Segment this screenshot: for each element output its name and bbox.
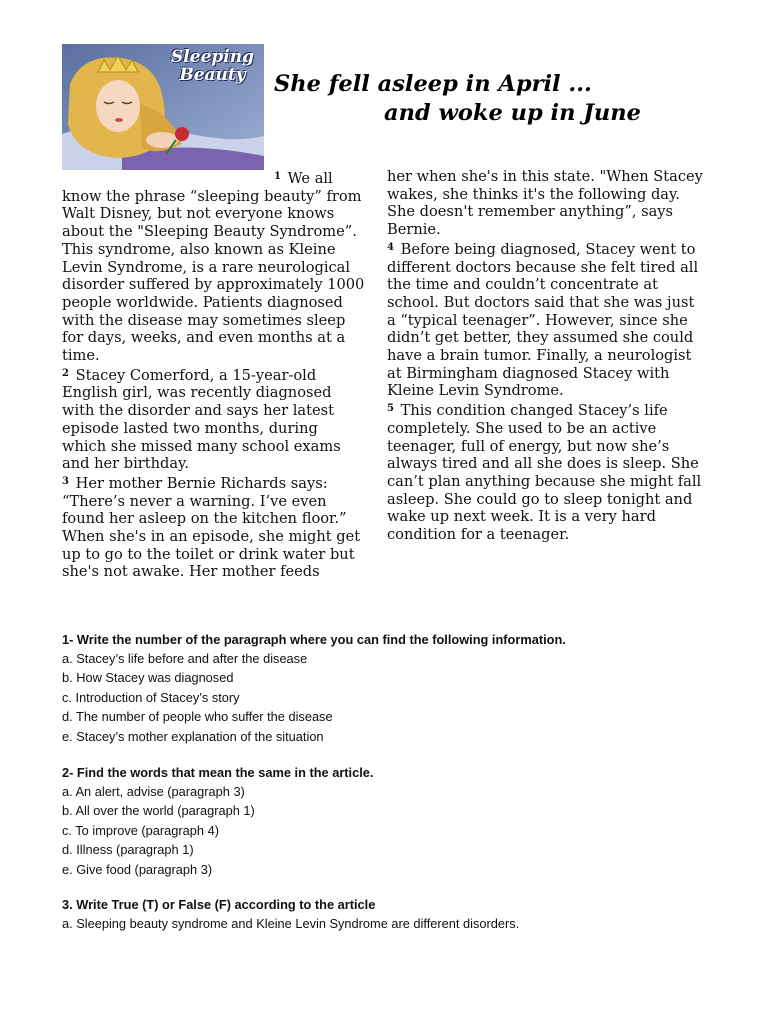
paragraph-text: her when she's in this state. "When Stacey wakes, she thinks it's the following day. She doesn't remember anything”, says Bernie.	[387, 168, 703, 239]
question-item: c. Introduction of Stacey’s story	[62, 689, 240, 705]
paragraph-number: 5	[387, 403, 394, 415]
question-item: b. How Stacey was diagnosed	[62, 670, 234, 686]
article-column-left	[62, 168, 366, 581]
question-2	[62, 764, 373, 879]
question-heading: 2- Find the words that mean the same in the article.	[62, 765, 374, 780]
title-line-2: and woke up in June	[384, 100, 641, 126]
question-item: d. Illness (paragraph 1)	[62, 842, 194, 858]
article-title	[274, 70, 734, 128]
question-item: b. All over the world (paragraph 1)	[62, 803, 255, 819]
poster-logo	[171, 48, 254, 84]
question-item: e. Give food (paragraph 3)	[62, 861, 213, 877]
poster-logo-line2: Beauty	[179, 65, 246, 85]
paragraph-number: 4	[387, 241, 394, 253]
poster-logo-line1: Sleeping	[171, 47, 254, 67]
question-heading: 3. Write True (T) or False (F) according to the article	[62, 897, 376, 912]
question-3	[62, 896, 519, 933]
paragraph-1	[62, 168, 366, 365]
paragraph-text: Stacey Comerford, a 15-year-old English girl, was recently diagnosed with the disorder and says her latest episode lasted two months, during which she missed many school exams and her birthday.	[62, 366, 341, 473]
paragraph-3	[62, 473, 366, 581]
paragraph-2	[62, 365, 366, 473]
paragraph-3-continued	[387, 168, 703, 239]
article-column-right	[387, 168, 703, 544]
question-1	[62, 631, 566, 746]
paragraph-number: 2	[62, 367, 69, 379]
paragraph-text: Her mother Bernie Richards says: “There’s never a warning. I’ve even found her asleep on the kitchen floor.” When she's in an episode, she might get up to go to the toilet or drink water but she's not awake. Her mother feeds	[62, 474, 361, 581]
paragraph-5	[387, 400, 703, 544]
sleeping-beauty-poster	[62, 44, 264, 170]
question-item: a. Stacey’s life before and after the disease	[62, 651, 308, 666]
paragraph-number: 3	[62, 475, 69, 487]
question-item: a. An alert, advise (paragraph 3)	[62, 784, 245, 799]
paragraph-text: Before being diagnosed, Stacey went to different doctors because she felt tired all the time and couldn’t concentrate at school. But doctors said that she was just a “typical teenager”. However, since she didn’t get better, they assumed she could have a brain tumor. Finally, a neurologist at Birmingham diagnosed Stacey with Kleine Levin Syndrome.	[387, 240, 699, 400]
paragraph-text: We all know the phrase “sleeping beauty” from Walt Disney, but not everyone knows about the "Sleeping Beauty Syndrome”. This syndrome, also known as Kleine Levin Syndrome, is a rare neurological disorder suffered by approximately 1000 people worldwide. Patients diagnosed with the disease may sometimes sleep for days, weeks, and even months at a time.	[62, 170, 365, 365]
question-item: c. To improve (paragraph 4)	[62, 822, 219, 838]
question-item: d. The number of people who suffer the disease	[62, 709, 333, 725]
paragraph-4	[387, 239, 703, 400]
paragraph-text: This condition changed Stacey’s life completely. She used to be an active teenager, full of energy, but now she’s always tired and all she does is sleep. She can’t plan anything because she might fall asleep. She could go to sleep tonight and wake up next week. It is a very hard condition for a teenager.	[387, 402, 702, 544]
question-heading: 1- Write the number of the paragraph where you can find the following information.	[62, 632, 566, 647]
question-item: a. Sleeping beauty syndrome and Kleine Levin Syndrome are different disorders.	[62, 916, 520, 931]
question-item: e. Stacey’s mother explanation of the situation	[62, 728, 324, 744]
paragraph-number: 1	[274, 171, 281, 182]
title-line-1: She fell asleep in April ...	[274, 71, 592, 97]
